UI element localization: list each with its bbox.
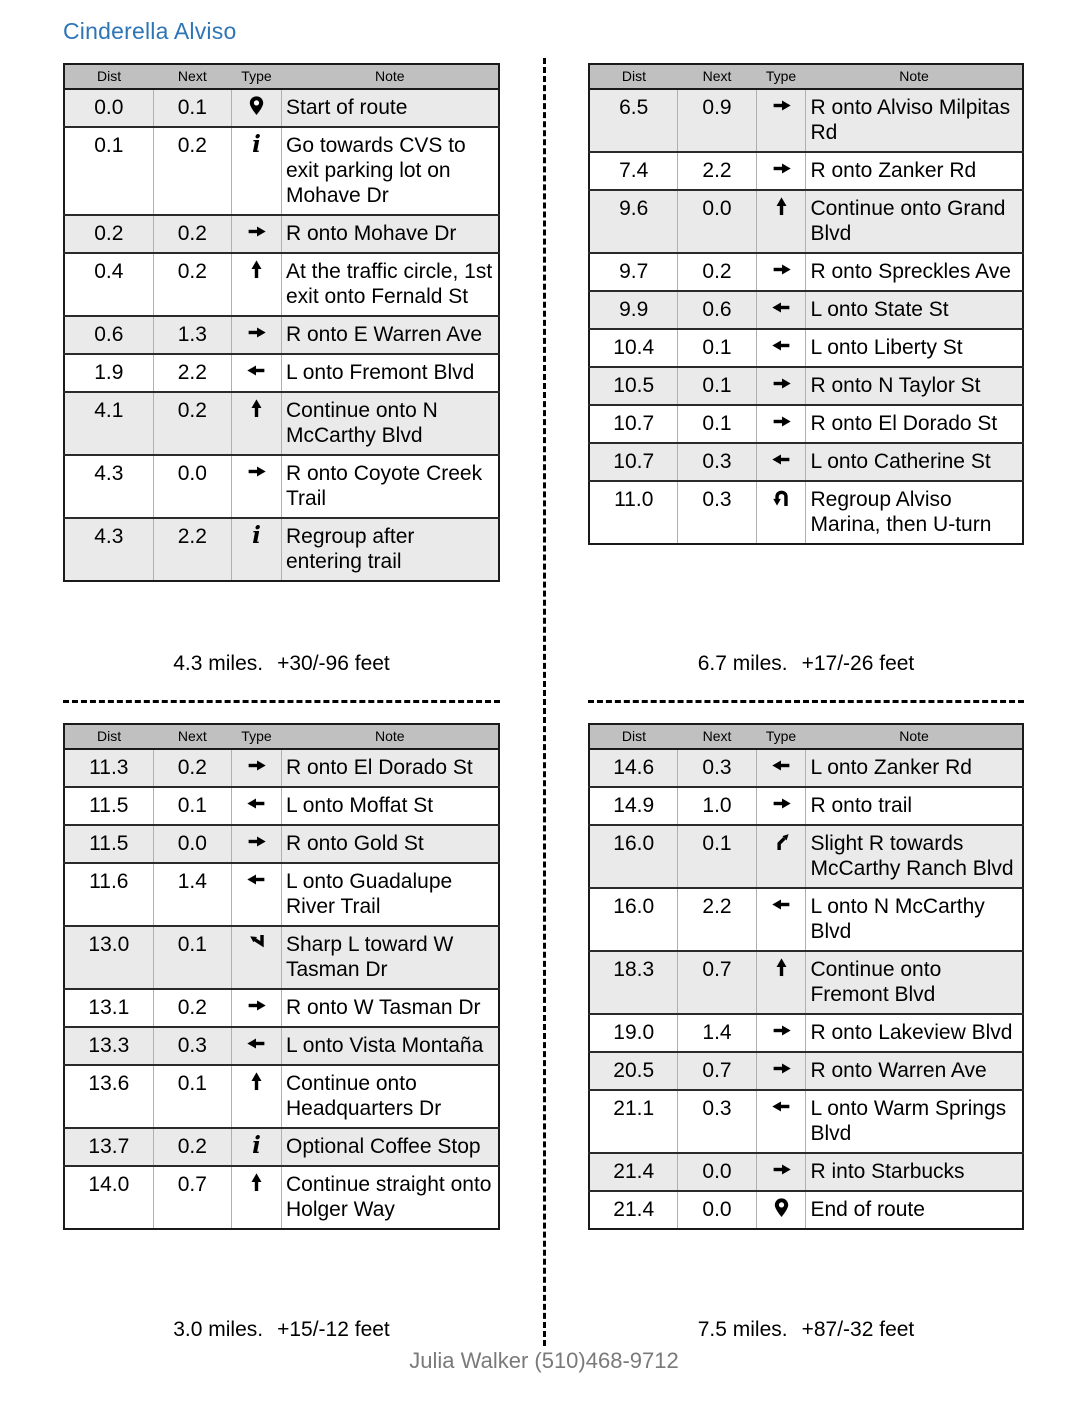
cue-row: [589, 1191, 1023, 1229]
right-arrow-icon: [246, 831, 267, 852]
cue-row: [64, 926, 499, 989]
header-row: [64, 64, 499, 89]
next-cell: 0.7: [678, 1052, 756, 1090]
next-cell: 0.6: [678, 291, 756, 329]
next-cell: 0.0: [153, 455, 231, 518]
next-cell: 0.2: [153, 215, 231, 253]
next-cell: 1.3: [153, 316, 231, 354]
dist-cell: 21.1: [589, 1090, 678, 1153]
type-cell: [756, 1191, 806, 1229]
left-arrow-icon: [771, 449, 792, 470]
next-cell: 2.2: [678, 152, 756, 190]
header-row: [64, 724, 499, 749]
segment-distance: 7.5 miles.: [697, 1318, 788, 1341]
cue-row: [589, 443, 1023, 481]
cue-row: [589, 89, 1023, 152]
cue-table: [63, 723, 500, 1230]
column-header-next: Next: [153, 724, 231, 749]
note-cell: Optional Coffee Stop: [281, 1128, 499, 1166]
map-pin-icon: [246, 95, 267, 116]
right-arrow-icon: [771, 158, 792, 179]
info-italic-i-icon: i: [252, 522, 261, 549]
dist-cell: 14.6: [589, 749, 678, 787]
cue-row: [64, 354, 499, 392]
column-header-note: Note: [806, 64, 1023, 89]
cue-row: [589, 1090, 1023, 1153]
type-cell: [231, 1166, 281, 1229]
note-cell: R onto Coyote Creek Trail: [281, 455, 499, 518]
cue-table-section-2: [588, 63, 1024, 545]
cue-row: [589, 152, 1023, 190]
next-cell: 0.1: [678, 405, 756, 443]
next-cell: 0.2: [153, 127, 231, 215]
contact-footer: Julia Walker (510)468-9712: [409, 1348, 679, 1373]
right-arrow-icon: [771, 1159, 792, 1180]
next-cell: 0.2: [153, 392, 231, 455]
cue-row: [64, 392, 499, 455]
next-cell: 0.1: [153, 787, 231, 825]
sharp-left-arrow-icon: [246, 932, 267, 953]
note-cell: Continue onto Headquarters Dr: [281, 1065, 499, 1128]
cue-row: [64, 787, 499, 825]
cue-row: [64, 455, 499, 518]
cue-row: [64, 863, 499, 926]
note-cell: Continue onto N McCarthy Blvd: [281, 392, 499, 455]
type-cell: [231, 392, 281, 455]
left-arrow-icon: [246, 869, 267, 890]
note-cell: Regroup Alviso Marina, then U-turn: [806, 481, 1023, 544]
note-cell: L onto N McCarthy Blvd: [806, 888, 1023, 951]
note-cell: Go towards CVS to exit parking lot on Mohave Dr: [281, 127, 499, 215]
note-cell: Regroup after entering trail: [281, 518, 499, 581]
dist-cell: 6.5: [589, 89, 678, 152]
cue-row: [589, 1014, 1023, 1052]
note-cell: L onto State St: [806, 291, 1023, 329]
note-cell: Sharp L toward W Tasman Dr: [281, 926, 499, 989]
next-cell: 0.3: [678, 481, 756, 544]
next-cell: 0.0: [153, 825, 231, 863]
next-cell: 0.3: [678, 443, 756, 481]
column-header-type: Type: [756, 724, 806, 749]
note-cell: R onto trail: [806, 787, 1023, 825]
note-cell: R onto W Tasman Dr: [281, 989, 499, 1027]
cue-row: [589, 1153, 1023, 1191]
next-cell: 1.4: [153, 863, 231, 926]
type-cell: [231, 1027, 281, 1065]
dist-cell: 1.9: [64, 354, 153, 392]
cue-row: [64, 253, 499, 316]
next-cell: 0.1: [153, 1065, 231, 1128]
column-header-type: Type: [231, 724, 281, 749]
next-cell: 0.3: [153, 1027, 231, 1065]
type-cell: [756, 749, 806, 787]
next-cell: 0.1: [153, 89, 231, 127]
note-cell: R onto Spreckles Ave: [806, 253, 1023, 291]
type-cell: [231, 1128, 281, 1166]
left-arrow-icon: [771, 335, 792, 356]
type-cell: [756, 1014, 806, 1052]
next-cell: 0.7: [678, 951, 756, 1014]
cue-table-section-4: [588, 723, 1024, 1230]
horizontal-dashed-divider-right: [588, 700, 1024, 703]
header-row: [589, 64, 1023, 89]
type-cell: [756, 481, 806, 544]
dist-cell: 16.0: [589, 888, 678, 951]
dist-cell: 4.1: [64, 392, 153, 455]
dist-cell: 21.4: [589, 1153, 678, 1191]
info-italic-i-icon: i: [252, 131, 261, 158]
cue-row: [589, 825, 1023, 888]
column-header-type: Type: [756, 64, 806, 89]
next-cell: 0.7: [153, 1166, 231, 1229]
segment-distance: 3.0 miles.: [173, 1318, 264, 1341]
next-cell: 0.2: [678, 253, 756, 291]
right-arrow-icon: [246, 995, 267, 1016]
left-arrow-icon: [246, 1033, 267, 1054]
note-cell: End of route: [806, 1191, 1023, 1229]
note-cell: L onto Warm Springs Blvd: [806, 1090, 1023, 1153]
cue-row: [64, 1027, 499, 1065]
segment-elevation: +15/-12 feet: [277, 1318, 390, 1341]
cue-row: [589, 888, 1023, 951]
next-cell: 1.0: [678, 787, 756, 825]
left-arrow-icon: [246, 793, 267, 814]
cue-row: [64, 127, 499, 215]
left-arrow-icon: [771, 894, 792, 915]
note-cell: R onto Lakeview Blvd: [806, 1014, 1023, 1052]
column-header-note: Note: [281, 724, 499, 749]
next-cell: 0.2: [153, 989, 231, 1027]
next-cell: 0.3: [678, 1090, 756, 1153]
type-cell: [756, 291, 806, 329]
column-header-next: Next: [678, 64, 756, 89]
right-arrow-icon: [771, 411, 792, 432]
straight-up-arrow-icon: [771, 196, 792, 217]
note-cell: R onto El Dorado St: [806, 405, 1023, 443]
right-arrow-icon: [771, 1058, 792, 1079]
type-cell: [756, 1052, 806, 1090]
right-arrow-icon: [771, 259, 792, 280]
cue-row: [589, 190, 1023, 253]
cue-row: [589, 253, 1023, 291]
next-cell: 0.9: [678, 89, 756, 152]
next-cell: 2.2: [678, 888, 756, 951]
right-arrow-icon: [771, 793, 792, 814]
type-cell: [756, 443, 806, 481]
cue-row: [64, 518, 499, 581]
cue-row: [64, 989, 499, 1027]
type-cell: [756, 89, 806, 152]
cue-row: [589, 1052, 1023, 1090]
note-cell: L onto Moffat St: [281, 787, 499, 825]
type-cell: [756, 190, 806, 253]
note-cell: L onto Zanker Rd: [806, 749, 1023, 787]
dist-cell: 14.0: [64, 1166, 153, 1229]
type-cell: [231, 787, 281, 825]
cue-table-section-3: [63, 723, 500, 1230]
note-cell: R onto Mohave Dr: [281, 215, 499, 253]
cue-row: [64, 316, 499, 354]
left-arrow-icon: [771, 1096, 792, 1117]
dist-cell: 9.9: [589, 291, 678, 329]
cue-row: [64, 749, 499, 787]
right-arrow-icon: [771, 95, 792, 116]
type-cell: [756, 152, 806, 190]
dist-cell: 0.0: [64, 89, 153, 127]
cue-row: [589, 481, 1023, 544]
right-arrow-icon: [246, 322, 267, 343]
right-arrow-icon: [246, 461, 267, 482]
cue-row: [64, 1128, 499, 1166]
dist-cell: 4.3: [64, 455, 153, 518]
straight-up-arrow-icon: [246, 1172, 267, 1193]
note-cell: L onto Catherine St: [806, 443, 1023, 481]
column-header-type: Type: [231, 64, 281, 89]
type-cell: [756, 951, 806, 1014]
cue-table-section-1: [63, 63, 500, 582]
note-cell: R into Starbucks: [806, 1153, 1023, 1191]
segment-elevation: +17/-26 feet: [801, 652, 915, 675]
note-cell: L onto Vista Montaña: [281, 1027, 499, 1065]
next-cell: 1.4: [678, 1014, 756, 1052]
dist-cell: 13.3: [64, 1027, 153, 1065]
note-cell: Continue onto Grand Blvd: [806, 190, 1023, 253]
dist-cell: 11.6: [64, 863, 153, 926]
segment-distance: 4.3 miles.: [173, 652, 264, 675]
note-cell: R onto E Warren Ave: [281, 316, 499, 354]
note-cell: Slight R towards McCarthy Ranch Blvd: [806, 825, 1023, 888]
type-cell: [231, 518, 281, 581]
type-cell: [756, 787, 806, 825]
dist-cell: 19.0: [589, 1014, 678, 1052]
segment-elevation: +30/-96 feet: [277, 652, 390, 675]
dist-cell: 11.5: [64, 787, 153, 825]
column-header-next: Next: [678, 724, 756, 749]
cue-row: [64, 825, 499, 863]
type-cell: [756, 1153, 806, 1191]
cue-row: [589, 291, 1023, 329]
note-cell: At the traffic circle, 1st exit onto Fernald St: [281, 253, 499, 316]
dist-cell: 11.0: [589, 481, 678, 544]
cue-row: [589, 951, 1023, 1014]
note-cell: L onto Guadalupe River Trail: [281, 863, 499, 926]
segment-summary-4: [588, 1318, 1024, 1342]
u-turn-left-arrow-icon: [771, 487, 792, 508]
note-cell: Continue onto Fremont Blvd: [806, 951, 1023, 1014]
cue-table: [63, 63, 500, 582]
dist-cell: 18.3: [589, 951, 678, 1014]
type-cell: [756, 1090, 806, 1153]
header-row: [589, 724, 1023, 749]
segment-summary-1: [63, 652, 500, 676]
dist-cell: 14.9: [589, 787, 678, 825]
dist-cell: 11.5: [64, 825, 153, 863]
straight-up-arrow-icon: [246, 259, 267, 280]
dist-cell: 0.1: [64, 127, 153, 215]
note-cell: R onto Zanker Rd: [806, 152, 1023, 190]
next-cell: 0.1: [678, 367, 756, 405]
dist-cell: 10.7: [589, 405, 678, 443]
segment-elevation: +87/-32 feet: [801, 1318, 915, 1341]
note-cell: Start of route: [281, 89, 499, 127]
next-cell: 0.0: [678, 1191, 756, 1229]
note-cell: R onto Warren Ave: [806, 1052, 1023, 1090]
type-cell: [756, 405, 806, 443]
type-cell: [231, 89, 281, 127]
dist-cell: 0.4: [64, 253, 153, 316]
map-pin-icon: [771, 1197, 792, 1218]
dist-cell: 10.4: [589, 329, 678, 367]
cue-table: [588, 63, 1024, 545]
segment-distance: 6.7 miles.: [697, 652, 788, 675]
dist-cell: 21.4: [589, 1191, 678, 1229]
dist-cell: 10.5: [589, 367, 678, 405]
right-arrow-icon: [771, 373, 792, 394]
next-cell: 0.3: [678, 749, 756, 787]
right-arrow-icon: [246, 221, 267, 242]
dist-cell: 13.6: [64, 1065, 153, 1128]
type-cell: [756, 825, 806, 888]
dist-cell: 16.0: [589, 825, 678, 888]
next-cell: 0.2: [153, 253, 231, 316]
note-cell: L onto Fremont Blvd: [281, 354, 499, 392]
segment-summary-3: [63, 1318, 500, 1342]
dist-cell: 10.7: [589, 443, 678, 481]
cue-row: [64, 1166, 499, 1229]
type-cell: [756, 329, 806, 367]
next-cell: 0.1: [153, 926, 231, 989]
dist-cell: 0.6: [64, 316, 153, 354]
type-cell: [231, 926, 281, 989]
note-cell: Continue straight onto Holger Way: [281, 1166, 499, 1229]
left-arrow-icon: [771, 297, 792, 318]
dist-cell: 11.3: [64, 749, 153, 787]
next-cell: 0.0: [678, 1153, 756, 1191]
dist-cell: 9.7: [589, 253, 678, 291]
column-header-note: Note: [806, 724, 1023, 749]
straight-up-arrow-icon: [246, 1071, 267, 1092]
cue-row: [64, 89, 499, 127]
column-header-dist: Dist: [64, 724, 153, 749]
next-cell: 0.2: [153, 749, 231, 787]
column-header-dist: Dist: [589, 724, 678, 749]
cue-row: [64, 1065, 499, 1128]
cue-row: [589, 367, 1023, 405]
cue-row: [589, 329, 1023, 367]
next-cell: 0.1: [678, 825, 756, 888]
cue-row: [589, 787, 1023, 825]
cue-row: [64, 215, 499, 253]
type-cell: [231, 1065, 281, 1128]
page-title: Cinderella Alviso: [63, 18, 237, 44]
note-cell: R onto N Taylor St: [806, 367, 1023, 405]
note-cell: R onto Gold St: [281, 825, 499, 863]
column-header-dist: Dist: [589, 64, 678, 89]
cue-table: [588, 723, 1024, 1230]
next-cell: 0.0: [678, 190, 756, 253]
right-arrow-icon: [246, 755, 267, 776]
note-cell: L onto Liberty St: [806, 329, 1023, 367]
dist-cell: 7.4: [589, 152, 678, 190]
cue-row: [589, 405, 1023, 443]
type-cell: [756, 253, 806, 291]
type-cell: [231, 215, 281, 253]
next-cell: 0.1: [678, 329, 756, 367]
info-italic-i-icon: i: [252, 1132, 261, 1159]
right-arrow-icon: [771, 1020, 792, 1041]
next-cell: 2.2: [153, 354, 231, 392]
type-cell: [231, 354, 281, 392]
dist-cell: 9.6: [589, 190, 678, 253]
dist-cell: 13.1: [64, 989, 153, 1027]
vertical-dashed-divider: [543, 58, 546, 1346]
type-cell: [756, 367, 806, 405]
type-cell: [231, 749, 281, 787]
column-header-next: Next: [153, 64, 231, 89]
type-cell: [231, 316, 281, 354]
type-cell: [231, 825, 281, 863]
next-cell: 0.2: [153, 1128, 231, 1166]
type-cell: [231, 253, 281, 316]
type-cell: [231, 455, 281, 518]
next-cell: 2.2: [153, 518, 231, 581]
straight-up-arrow-icon: [771, 957, 792, 978]
dist-cell: 13.0: [64, 926, 153, 989]
type-cell: [231, 989, 281, 1027]
dist-cell: 20.5: [589, 1052, 678, 1090]
slight-right-arrow-icon: [771, 831, 792, 852]
left-arrow-icon: [771, 755, 792, 776]
horizontal-dashed-divider-left: [63, 700, 500, 703]
segment-summary-2: [588, 652, 1024, 676]
dist-cell: 4.3: [64, 518, 153, 581]
type-cell: [231, 863, 281, 926]
column-header-note: Note: [281, 64, 499, 89]
note-cell: R onto Alviso Milpitas Rd: [806, 89, 1023, 152]
left-arrow-icon: [246, 360, 267, 381]
dist-cell: 0.2: [64, 215, 153, 253]
cue-row: [589, 749, 1023, 787]
note-cell: R onto El Dorado St: [281, 749, 499, 787]
column-header-dist: Dist: [64, 64, 153, 89]
straight-up-arrow-icon: [246, 398, 267, 419]
dist-cell: 13.7: [64, 1128, 153, 1166]
type-cell: [231, 127, 281, 215]
type-cell: [756, 888, 806, 951]
